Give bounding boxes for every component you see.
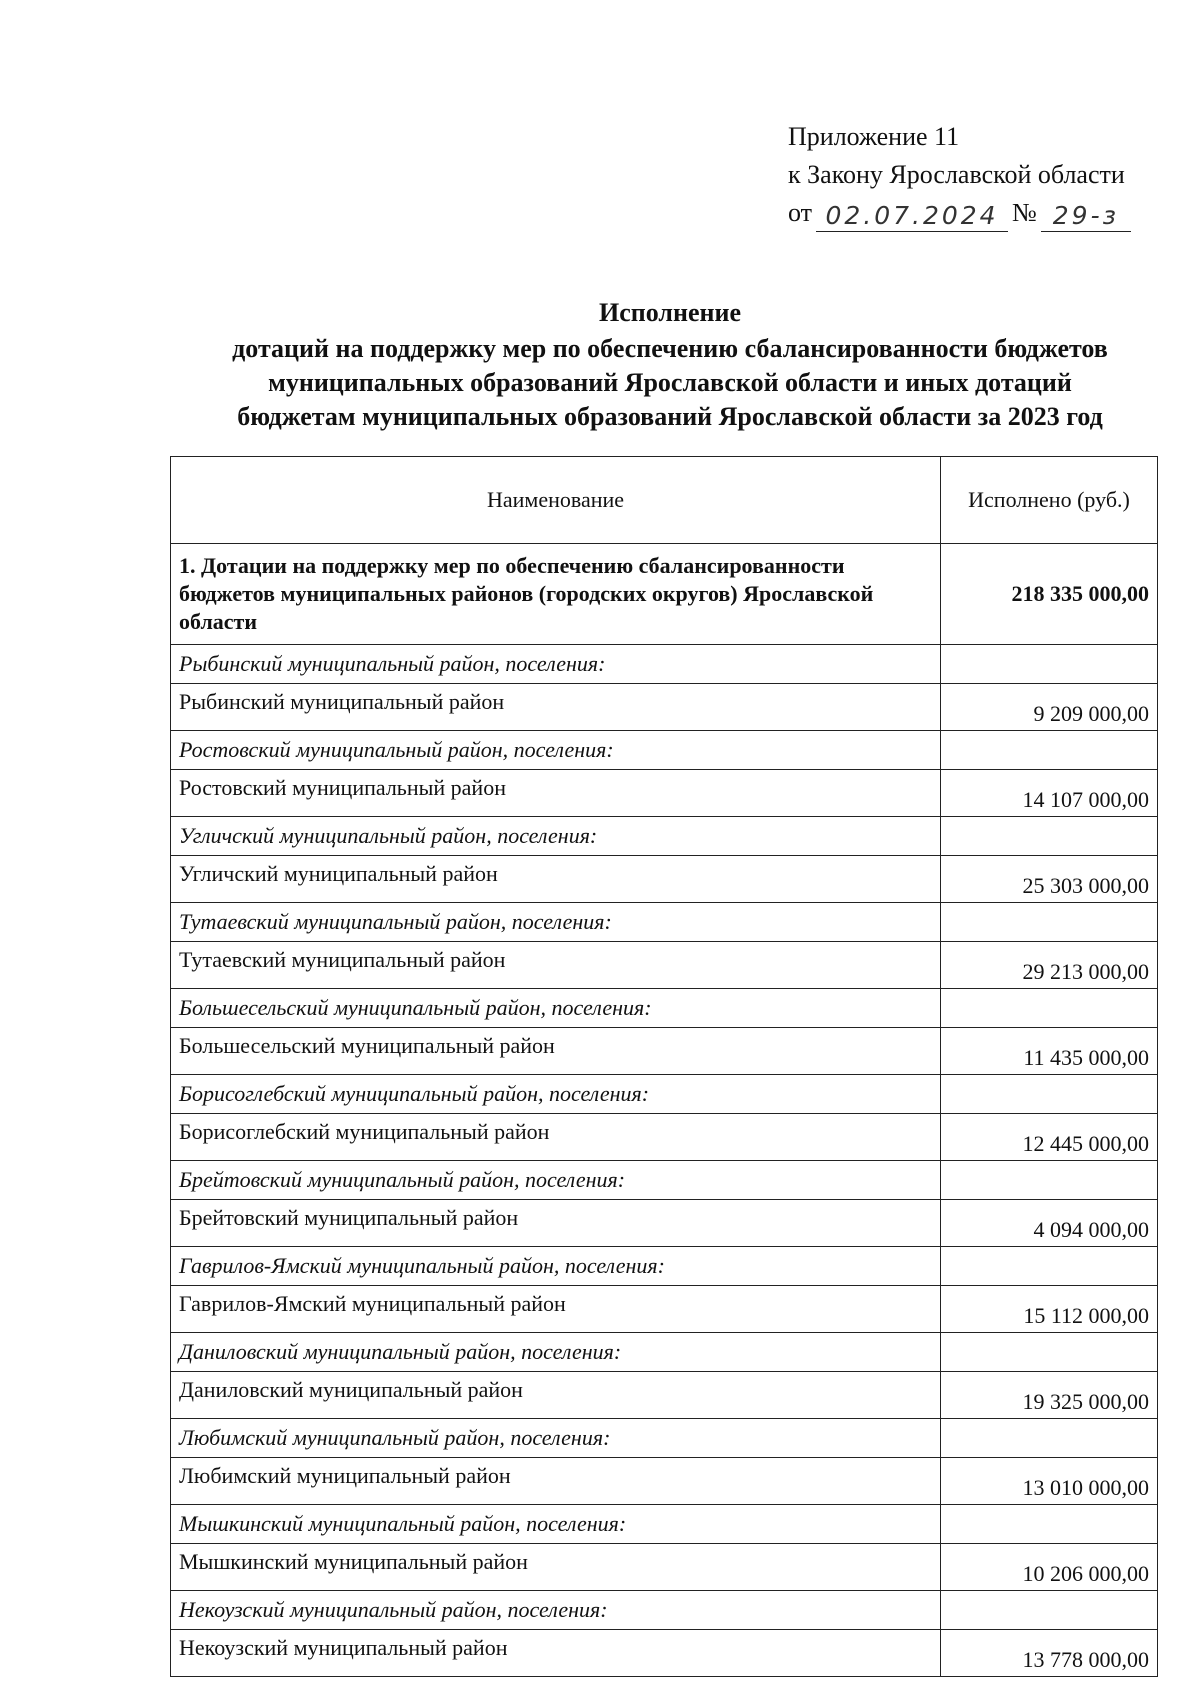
title-line-2: муниципальных образований Ярославской области и иных дотаций [268,368,1072,397]
table-row [171,1286,1158,1333]
group-amount-empty [941,1419,1158,1458]
group-amount-empty [941,989,1158,1028]
group-label: Некоузский муниципальный район, поселения: [171,1591,941,1630]
table-row [171,1458,1158,1505]
district-amount: 13 010 000,00 [941,1458,1158,1505]
group-row [171,1591,1158,1630]
number-prefix: № [1012,198,1037,227]
handwritten-number: 29-з [1041,201,1131,232]
group-amount-empty [941,817,1158,856]
table-row [171,770,1158,817]
group-label: Ростовский муниципальный район, поселения: [171,731,941,770]
group-row [171,731,1158,770]
district-amount: 13 778 000,00 [941,1630,1158,1677]
group-amount-empty [941,903,1158,942]
table-row [171,942,1158,989]
group-amount-empty [941,1505,1158,1544]
group-label: Угличский муниципальный район, поселения: [171,817,941,856]
from-prefix: от [788,198,813,227]
attachment-block [788,118,1135,232]
group-amount-empty [941,1333,1158,1372]
district-name: Гаврилов-Ямский муниципальный район [171,1286,941,1333]
attachment-date-number [788,194,1135,232]
group-row [171,645,1158,684]
table-row [171,1114,1158,1161]
execution-table [170,456,1158,1677]
table-row [171,1544,1158,1591]
group-row [171,903,1158,942]
table-row [171,1630,1158,1677]
district-amount: 19 325 000,00 [941,1372,1158,1419]
group-label: Мышкинский муниципальный район, поселения: [171,1505,941,1544]
title-line-1: дотаций на поддержку мер по обеспечению сбалансированности бюджетов [232,334,1108,363]
district-amount: 4 094 000,00 [941,1200,1158,1247]
district-name: Рыбинский муниципальный район [171,684,941,731]
title-heading: Исполнение [598,298,741,327]
group-label: Гаврилов-Ямский муниципальный район, поселения: [171,1247,941,1286]
district-amount: 9 209 000,00 [941,684,1158,731]
group-label: Борисоглебский муниципальный район, поселения: [171,1075,941,1114]
document-title [170,296,1170,434]
table-row [171,1028,1158,1075]
section-row [171,544,1158,645]
district-name: Даниловский муниципальный район [171,1372,941,1419]
group-row [171,1419,1158,1458]
header-name: Наименование [171,457,941,544]
table-row [171,856,1158,903]
district-amount: 10 206 000,00 [941,1544,1158,1591]
header-executed: Исполнено (руб.) [941,457,1158,544]
district-name: Угличский муниципальный район [171,856,941,903]
group-label: Тутаевский муниципальный район, поселения: [171,903,941,942]
group-amount-empty [941,731,1158,770]
table-row [171,1200,1158,1247]
district-name: Тутаевский муниципальный район [171,942,941,989]
group-amount-empty [941,1075,1158,1114]
group-label: Даниловский муниципальный район, поселения: [171,1333,941,1372]
attachment-number: Приложение 11 [788,122,960,151]
title-line-3: бюджетам муниципальных образований Ярославской области за 2023 год [237,402,1103,431]
district-name: Большесельский муниципальный район [171,1028,941,1075]
group-row [171,1333,1158,1372]
group-label: Большесельский муниципальный район, поселения: [171,989,941,1028]
district-amount: 29 213 000,00 [941,942,1158,989]
group-amount-empty [941,1247,1158,1286]
group-label: Рыбинский муниципальный район, поселения: [171,645,941,684]
section-amount: 218 335 000,00 [941,544,1158,645]
group-label: Любимский муниципальный район, поселения: [171,1419,941,1458]
district-name: Борисоглебский муниципальный район [171,1114,941,1161]
group-row [171,1161,1158,1200]
district-amount: 15 112 000,00 [941,1286,1158,1333]
district-amount: 11 435 000,00 [941,1028,1158,1075]
table-row [171,684,1158,731]
district-name: Брейтовский муниципальный район [171,1200,941,1247]
district-amount: 12 445 000,00 [941,1114,1158,1161]
attachment-law: к Закону Ярославской области [788,160,1125,189]
district-amount: 14 107 000,00 [941,770,1158,817]
section-name: 1. Дотации на поддержку мер по обеспечению сбалансированности бюджетов муниципальных районов (городских округов) Ярославской области [171,544,941,645]
group-row [171,1075,1158,1114]
group-label: Брейтовский муниципальный район, поселения: [171,1161,941,1200]
district-amount: 25 303 000,00 [941,856,1158,903]
table-row [171,1372,1158,1419]
group-row [171,1505,1158,1544]
group-amount-empty [941,1161,1158,1200]
district-name: Мышкинский муниципальный район [171,1544,941,1591]
table-header-row [171,457,1158,544]
group-row [171,1247,1158,1286]
handwritten-date: 02.07.2024 [816,201,1008,232]
district-name: Ростовский муниципальный район [171,770,941,817]
group-amount-empty [941,645,1158,684]
district-name: Некоузский муниципальный район [171,1630,941,1677]
district-name: Любимский муниципальный район [171,1458,941,1505]
group-row [171,989,1158,1028]
group-amount-empty [941,1591,1158,1630]
group-row [171,817,1158,856]
